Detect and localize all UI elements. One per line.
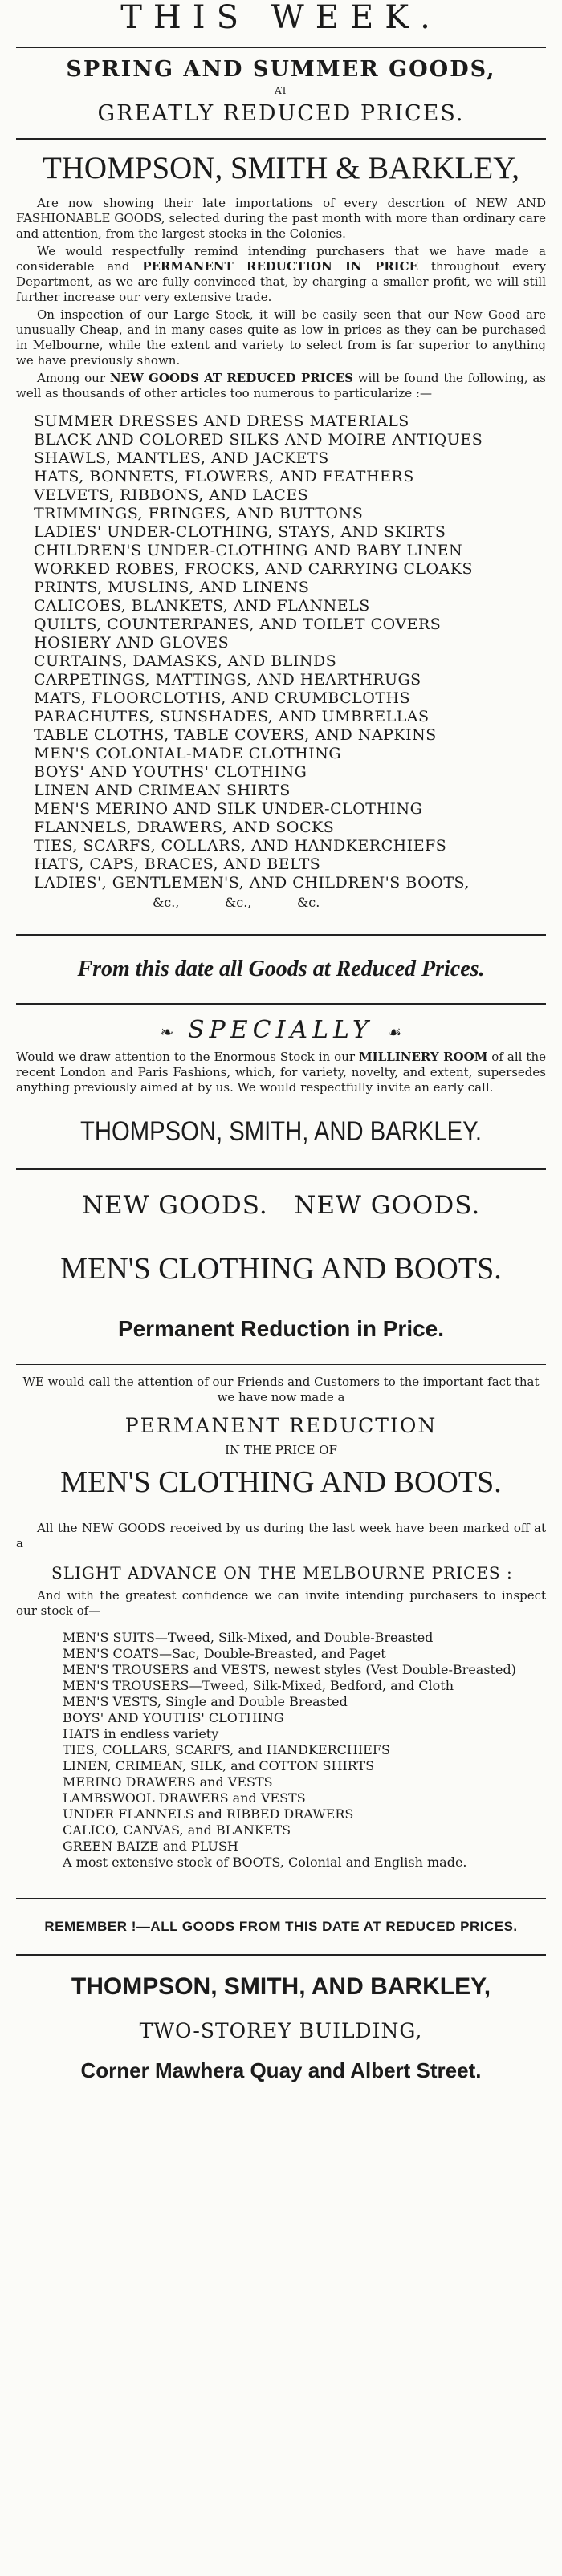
advertisement-page <box>16 0 546 2576</box>
permanent-reduction-caps: PERMANENT REDUCTION <box>124 1414 438 1437</box>
list-item: TIES, COLLARS, SCARFS, and HANDKERCHIEFS <box>63 1742 390 1757</box>
list-item: HOSIERY AND GLOVES <box>34 634 230 652</box>
footer-firm-name: THOMPSON, SMITH, AND BARKLEY, <box>71 1973 491 2000</box>
list-item: LINEN AND CRIMEAN SHIRTS <box>34 782 291 799</box>
in-the-price-of: IN THE PRICE OF <box>225 1443 337 1457</box>
intro-paragraph-2 <box>16 244 546 305</box>
list-item: MEN'S TROUSERS—Tweed, Silk-Mixed, Bedford, and Cloth <box>63 1678 454 1693</box>
divider <box>16 1003 546 1005</box>
list-item: PARACHUTES, SUNSHADES, AND UMBRELLAS <box>34 708 430 725</box>
mens-clothing-heading-2: MEN'S CLOTHING AND BOOTS. <box>60 1465 502 1499</box>
list-item: QUILTS, COUNTERPANES, AND TOILET COVERS <box>34 616 442 633</box>
list-item: LINEN, CRIMEAN, SILK, and COTTON SHIRTS <box>63 1758 375 1774</box>
intro-section <box>16 196 546 401</box>
list-item: MEN'S TROUSERS and VESTS, newest styles (Vest Double-Breasted) <box>63 1662 516 1677</box>
from-this-date-heading: From this date all Goods at Reduced Prices. <box>77 957 485 981</box>
list-item: MEN'S VESTS, Single and Double Breasted <box>63 1694 348 1709</box>
list-item: MATS, FLOORCLOTHS, AND CRUMBCLOTHS <box>34 689 411 707</box>
reduced-prices-heading: GREATLY REDUCED PRICES. <box>97 101 465 126</box>
new-goods-text: All the NEW GOODS received by us during the last week have been marked off at a <box>16 1521 546 1550</box>
list-item: HATS, CAPS, BRACES, AND BELTS <box>34 855 321 873</box>
list-item: CALICO, CANVAS, and BLANKETS <box>63 1822 291 1838</box>
list-item: VELVETS, RIBBONS, AND LACES <box>34 486 309 504</box>
list-item: TABLE CLOTHS, TABLE COVERS, AND NAPKINS <box>34 726 437 744</box>
ornament-icon: ☙ <box>387 1022 402 1042</box>
list-item: BOYS' AND YOUTHS' CLOTHING <box>63 1710 284 1725</box>
divider <box>16 1898 546 1899</box>
list-item: UNDER FLANNELS and RIBBED DRAWERS <box>63 1806 354 1822</box>
goods-list <box>16 412 546 892</box>
firm-name-heading: THOMPSON, SMITH & BARKLEY, <box>42 151 520 185</box>
spring-summer-heading: SPRING AND SUMMER GOODS, <box>66 57 496 82</box>
divider <box>16 1168 546 1170</box>
list-item: TRIMMINGS, FRINGES, AND BUTTONS <box>34 505 364 522</box>
list-item: TIES, SCARFS, COLLARS, AND HANDKERCHIEFS <box>34 837 447 855</box>
specially-text-part: Would we draw attention to the Enormous Stock in our <box>16 1050 360 1064</box>
etc-item: &c. <box>297 895 320 910</box>
slight-advance-heading: SLIGHT ADVANCE ON THE MELBOURNE PRICES : <box>51 1563 513 1583</box>
etc-item: &c., <box>225 895 252 910</box>
specially-text <box>16 1050 546 1095</box>
list-item: LADIES', GENTLEMEN'S, AND CHILDREN'S BOOTS, <box>34 874 470 892</box>
list-item: LADIES' UNDER-CLOTHING, STAYS, AND SKIRTS <box>34 523 446 541</box>
firm-name-2: THOMPSON, SMITH, AND BARKLEY. <box>80 1116 482 1147</box>
list-item: MEN'S MERINO AND SILK UNDER-CLOTHING <box>34 800 423 818</box>
mens-clothing-heading: MEN'S CLOTHING AND BOOTS. <box>60 1252 502 1286</box>
list-item: BLACK AND COLORED SILKS AND MOIRE ANTIQUES <box>34 431 483 449</box>
ornament-icon: ❧ <box>160 1022 174 1042</box>
divider <box>16 47 546 48</box>
list-item: A most extensive stock of BOOTS, Colonial and English made. <box>63 1855 467 1870</box>
footer-address: Corner Mawhera Quay and Albert Street. <box>80 2058 482 2082</box>
list-item: MEN'S COATS—Sac, Double-Breasted, and Paget <box>63 1646 386 1661</box>
mens-stock-list <box>16 1630 546 1871</box>
divider <box>16 1954 546 1956</box>
intro-paragraph-3: On inspection of our Large Stock, it will be easily seen that our New Good are unusually Cheap, and in many cases quite as low in prices as they can be purchased in Melbourne, while the extent and variety to select from is far superior to anything we have previously shown. <box>16 307 546 368</box>
remember-line: REMEMBER !—ALL GOODS FROM THIS DATE AT REDUCED PRICES. <box>44 1919 518 1934</box>
divider <box>16 138 546 140</box>
list-item: MEN'S COLONIAL-MADE CLOTHING <box>34 745 342 762</box>
intro-text: throughout every Department, as we are fully convinced that, by charging a smaller profit, we will still further increase our very extensive trade. <box>16 259 546 304</box>
list-item: HATS, BONNETS, FLOWERS, AND FEATHERS <box>34 468 414 486</box>
list-item: LAMBSWOOL DRAWERS and VESTS <box>63 1790 306 1806</box>
intro-text: Among our <box>37 371 110 385</box>
intro-text: will be found the following, as well as thousands of other articles too numerous to particularize :— <box>16 371 546 400</box>
at-label: AT <box>274 85 287 96</box>
permanent-reduction-heading: Permanent Reduction in Price. <box>117 1316 445 1341</box>
list-item: SUMMER DRESSES AND DRESS MATERIALS <box>34 412 409 430</box>
list-item: PRINTS, MUSLINS, AND LINENS <box>34 579 310 596</box>
list-item: MEN'S SUITS—Tweed, Silk-Mixed, and Double-Breasted <box>63 1630 434 1645</box>
list-item: WORKED ROBES, FROCKS, AND CARRYING CLOAKS <box>34 560 474 578</box>
intro-text: We would respectfully remind intending purchasers that we have made a considerable and <box>16 244 546 274</box>
list-item: FLANNELS, DRAWERS, AND SOCKS <box>34 819 335 836</box>
etc-line <box>16 894 546 912</box>
intro-paragraph-1: Are now showing their late importations of every descrtion of NEW AND FASHIONABLE GOODS, selected during the past month with more than ordinary care and attention, from the largest stocks in the Colonies. <box>16 196 546 241</box>
list-item: CALICOES, BLANKETS, AND FLANNELS <box>34 597 370 615</box>
specially-heading-row <box>16 1016 546 1046</box>
list-item: HATS in endless variety <box>63 1726 219 1741</box>
list-item: CURTAINS, DAMASKS, AND BLINDS <box>34 652 337 670</box>
list-item: CARPETINGS, MATTINGS, AND HEARTHRUGS <box>34 671 422 689</box>
footer-building: TWO-STOREY BUILDING, <box>139 2019 423 2042</box>
intro-bold: PERMANENT REDUCTION IN PRICE <box>142 259 419 274</box>
list-item: MERINO DRAWERS and VESTS <box>63 1774 273 1790</box>
specially-bold: MILLINERY ROOM <box>359 1050 488 1064</box>
specially-text-part: of all the recent London and Paris Fashions, which, for variety, novelty, and extent, supersedes anything previously aimed at by us. We would respectfully invite an early call. <box>16 1050 546 1095</box>
etc-item: &c., <box>153 895 180 910</box>
list-item: GREEN BAIZE and PLUSH <box>63 1839 238 1854</box>
list-item: SHAWLS, MANTLES, AND JACKETS <box>34 449 329 467</box>
divider <box>16 934 546 936</box>
list-item: CHILDREN'S UNDER-CLOTHING AND BABY LINEN <box>34 542 463 559</box>
new-goods-heading: NEW GOODS. NEW GOODS. <box>81 1191 481 1220</box>
specially-heading: SPECIALLY <box>187 1016 373 1044</box>
this-week-heading: THIS WEEK. <box>120 0 442 36</box>
divider <box>16 1364 546 1365</box>
confidence-text: And with the greatest confidence we can invite intending purchasers to inspect our stock of— <box>16 1588 546 1618</box>
list-item: BOYS' AND YOUTHS' CLOTHING <box>34 763 307 781</box>
intro-paragraph-4 <box>16 371 546 401</box>
attention-text: WE would call the attention of our Friends and Customers to the important fact that we have now made a <box>22 1375 540 1404</box>
intro-bold: NEW GOODS AT REDUCED PRICES <box>109 371 353 385</box>
